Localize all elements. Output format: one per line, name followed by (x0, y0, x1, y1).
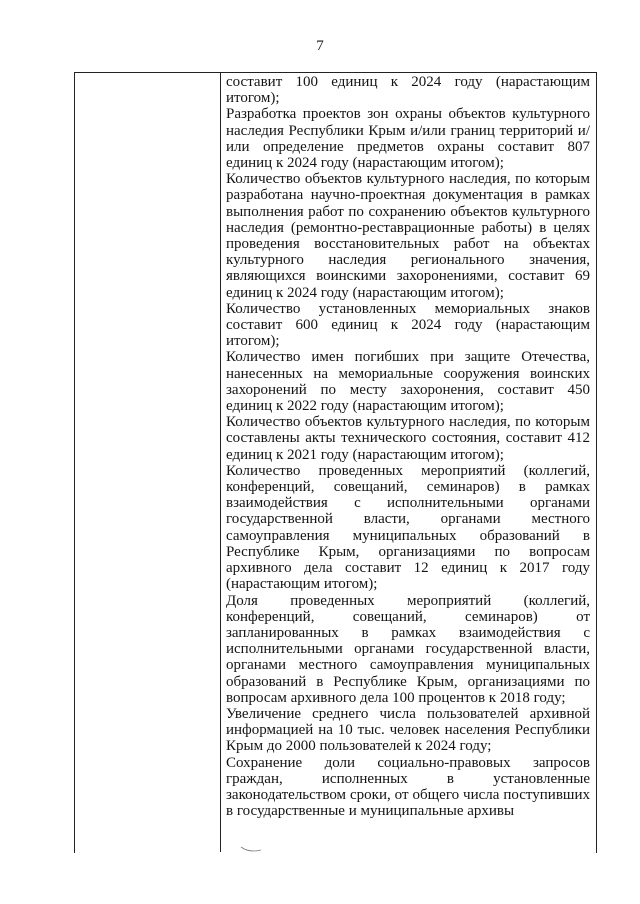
indicator-entry: Сохранение доли социально-правовых запросов граждан, исполненных в установленные законодательством сроки, от общего числа поступивших в государственные и муниципальные архивы (226, 754, 590, 820)
indicator-entry: Доля проведенных мероприятий (коллегий, конференций, совещаний, семинаров) от запланированных в рамках взаимодействия с исполнительными органами государственной власти, органами местного самоуправления муниципальных образований в Республике Крым, организациями по вопросам архивного дела 100 процентов к 2018 году; (226, 592, 590, 706)
indicator-entry: Увеличение среднего числа пользователей архивной информацией на 10 тыс. человек населения Республики Крым до 2000 пользователей к 2024 году; (226, 705, 590, 755)
indicator-entry: Количество установленных мемориальных знаков составит 600 единиц к 2024 году (нарастающим итогом); (226, 300, 590, 350)
indicator-entry: Количество имен погибших при защите Отечества, нанесенных на мемориальные сооружения воинских захоронений по месту захоронения, составит 450 единиц к 2022 году (нарастающим итогом); (226, 349, 590, 415)
page-number: 7 (316, 38, 324, 54)
indicator-entry: Разработка проектов зон охраны объектов культурного наследия Республики Крым и/или границ территорий и/или определение предметов охраны составит 807 единиц к 2024 году (нарастающим итогом); (226, 106, 590, 172)
table-left-cell (75, 73, 220, 852)
indicator-entry: составит 100 единиц к 2024 году (нарастающим итогом); (226, 74, 590, 107)
indicator-entry: Количество проведенных мероприятий (коллегий, конференций, совещаний, семинаров) в рамках взаимодействия с исполнительными органами государственной власти, органами местного самоуправления муниципальных образований в Республике Крым, организациями по вопросам архивного дела составит 12 единиц к 2017 году (нарастающим итогом); (226, 462, 590, 593)
indicator-entry: Количество объектов культурного наследия, по которым разработана научно-проектная документация в рамках выполнения работ по сохранению объектов культурного наследия (ремонтно-реставрационные работы) в целях проведения восстановительных работ на объектах культурного наследия регионального значения, являющихся воинскими захоронениями, составит 69 единиц к 2024 году (нарастающим итогом); (226, 171, 590, 301)
indicator-entry: Количество объектов культурного наследия, по которым составлены акты технического состояния, составит 412 единиц к 2021 году (нарастающим итогом); (226, 414, 590, 463)
column-divider (220, 72, 221, 852)
scan-mark (240, 846, 262, 854)
table-right-cell (226, 74, 590, 819)
